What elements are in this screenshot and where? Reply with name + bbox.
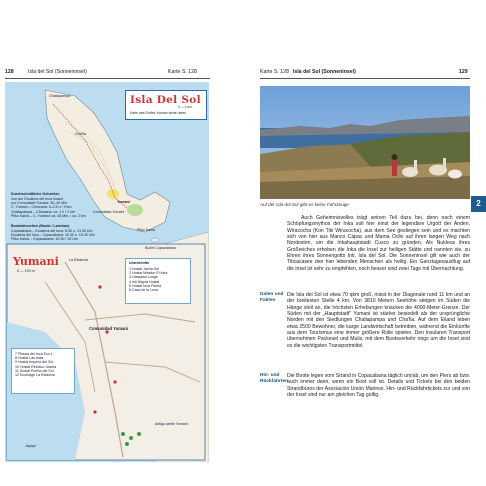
boats-line: Pilko Kaina – Copacabana: 10.30 / 16 Uhr [11, 237, 79, 242]
photo-alpacas [260, 86, 470, 199]
crossing-line: Von der Escalera del Inca hinauf [11, 197, 63, 201]
running-title-right: Isla del Sol (Sonneninsel) [293, 69, 356, 75]
legend-item: 6 Casa de la Luna [129, 288, 159, 293]
boats-line: Escalera del Inca – Copacabana: 10.30 u. 15.30 Uhr [11, 233, 95, 238]
photo-caption: Auf der Isla del Sol gibt es keine Fahrzeuge [260, 202, 349, 207]
sidenote-daten: Daten und Fakten [260, 292, 284, 303]
place-label: Challapampa [49, 94, 71, 98]
legend-essen [11, 348, 75, 394]
crossing-line: C. Yumani – Chincana: 5–2,5 h / 9 km [11, 205, 72, 210]
chapter-tab: 2 [471, 196, 486, 212]
page-number-right: 129 [459, 69, 468, 75]
place-label: Japapi [25, 444, 36, 448]
map-title-box [125, 90, 207, 120]
paragraph-1: Auch Geheimnisvolles trägt seinen Teil dazu bei, denn nach einem Schöpfungsmythos der Inka soll hier einst der legendäre Urgott der Anden, Wiracocha (Kon Tiki Wiracocha), aus dem See gestiegen sein und es machten sich von hier aus Manco Cápac und Mama Ocllo auf ihren langen Weg nach Nordosten, um die Inkahauptstadt Cusco zu gründen. Als Nukleus ihres Großreiches erhoben die Inka die Insel zur heiligen Stätte und nannten sie, zu Ehren ihres Sonnengotts Inti, Isla del Sol. Die Sonneninsel gilt wie auch der Titicacasee den hier lebenden Menschen als heilig. Ein Ganztagesausflug auf die Insel ist sehr zu empfehlen, noch besser sind zwei Tage mit Übernachtung. [287, 215, 470, 272]
paragraph-3: Die Boote legen vom Strand in Copacabana täglich um/ab, um den Piers ab bzw. auch immer dann, wenn ein Boot voll ist. Details und Tickets bei den beiden Strandbüros der Asociación Unión Marinos. Hin- und Rückfahrtickets zur und von der Insel sind nur am gleichen Tag gültig. [287, 373, 470, 399]
legend-item: 8 Hostal Las Islas [15, 356, 44, 361]
header-rule-right [260, 78, 470, 79]
sidenote-hinrueck: Hin- und Rückfahrten [260, 373, 288, 384]
legend-item: 4 Inti Wayra Hostal [129, 279, 160, 284]
map-title: Isla Del Sol [130, 94, 201, 106]
legend-item: 1 Hostal Jacha Inti [129, 267, 159, 271]
paragraph-2: Die Isla del Sol ist etwa 70 qkm groß, misst in der Diagonale rund 11 km und an der breitesten Stelle 4 km. Von 3810 Metern Seehöhe steigen im Süden die Hänge steil an, die höchsten Erhebungen knacken die 4000-Meter-Grenze. Der Süden mit der „Hauptstadt" Yumani ist stärker besiedelt als der ursprüngliche Norden mit den Siedlungen Challapampa und Cha'lla. Auf dem Eiland leben etwa 2500 Bewohner, die karge Landwirtschaft betreiben, während die Einkünfte aus dem Tourismus eine immer größere Rolle spielen. Den insularen Transport übernehmen Packesel und Mulis, mit dem Bootsverkehr rings um die Insel sind es die wichtigsten Transportmittel. [287, 292, 470, 349]
legend-item: 3 Utawawa Lodge [129, 275, 158, 280]
legend-item: 11 Hostal Puerta del Sol [15, 368, 54, 373]
legend-item: 9 Hostal Imperio del Sol [15, 360, 54, 365]
legend-item: 10 Hostal Restaur. Utama [15, 364, 57, 369]
running-title-left: Isla del Sol (Sonneninsel) [28, 69, 87, 75]
island-map [5, 82, 209, 462]
place-label: Comunidad Yumani [93, 210, 125, 214]
boats-title: Bootsfahrzeiten (Boote / Lanchas) [11, 224, 70, 228]
photo-graphic [260, 86, 470, 199]
page-number-left: 128 [5, 69, 14, 75]
crossing-line: Challapampa – Chincana: ca. 1 h / 2 km [11, 209, 75, 214]
yumani-scale: 0 — 100 m [17, 269, 35, 273]
place-label: Antigo-stelle Yumani [155, 422, 188, 426]
map-ref-right: Karte S. 128 [260, 69, 289, 75]
crossing-line: Pilko Kaina – C. Yumani: ca. 45 Min. / ca. 2 km [11, 213, 86, 218]
legend-unterkunft-title: Unterkünfte [129, 261, 150, 265]
map-ref-left: Karte S. 128 [168, 69, 197, 75]
crossing-list [11, 197, 86, 218]
map-subtitle: Karte des Dorfes Yumani siehe unten [130, 111, 187, 115]
legend-item: 12 Ecolodge La Estancia [15, 373, 55, 378]
yumani-title: Yumani [13, 255, 59, 268]
legend-item: 2 Hostal Mirador El Inka [129, 271, 168, 276]
legend-unterkunft [125, 258, 191, 304]
place-label: Pilko Kaina [137, 228, 155, 232]
boats-list [11, 229, 95, 242]
place-label: Cha'lla [75, 132, 86, 136]
map-scale: 0 — 1 km [178, 105, 192, 109]
comunidad-label: Comunidad Yumani [89, 326, 129, 331]
legend-item: 5 Hostal Inca Pacha [129, 283, 162, 288]
boats-line: Copacabana – Escalera del Inca: 8.30 u. 13.30 Uhr [11, 229, 93, 233]
header-rule [5, 78, 210, 79]
right-page [243, 0, 486, 486]
crossing-line: zur Comunidad Yumani: 30–40 Min. [11, 201, 69, 206]
place-label: Bucht Copacabana [145, 246, 176, 250]
la-estancia-label: La Estancia [69, 258, 88, 262]
crossing-title: Durchschnittliche Gehzeiten [11, 192, 60, 196]
place-label: Yumani [117, 200, 130, 204]
legend-item: 7 Pirasia del Inca Eco L. [15, 352, 54, 356]
